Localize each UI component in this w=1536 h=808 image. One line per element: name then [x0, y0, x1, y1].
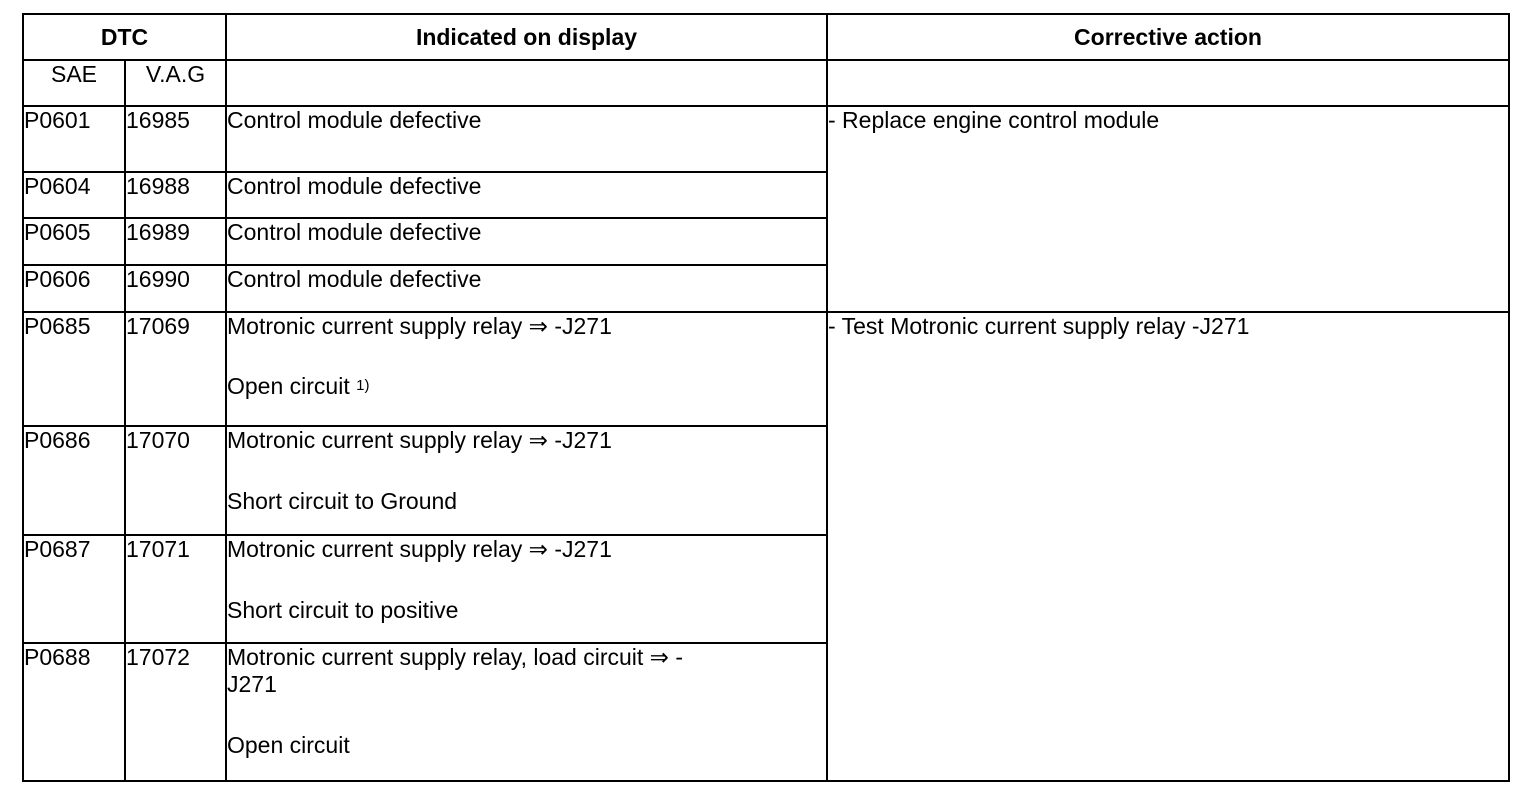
- condition-text: Short circuit to Ground: [227, 488, 458, 514]
- sae-code: P0685: [23, 312, 125, 426]
- vag-code: 17069: [125, 312, 226, 426]
- sae-code: P0606: [23, 265, 125, 312]
- display-text: Control module defective: [226, 106, 827, 172]
- display-cell: [226, 535, 827, 643]
- vag-code: 17071: [125, 535, 226, 643]
- condition-text: Open circuit: [227, 373, 350, 399]
- display-text: Motronic current supply relay, load circuit ⇒ -: [227, 644, 684, 670]
- display-cell: [226, 643, 827, 781]
- display-cell: [226, 426, 827, 535]
- display-text: Control module defective: [226, 172, 827, 218]
- display-text: Control module defective: [226, 265, 827, 312]
- subheader-sae: SAE: [23, 60, 125, 106]
- header-row: [23, 14, 1509, 60]
- subheader-empty: [226, 60, 827, 106]
- vag-code: 17072: [125, 643, 226, 781]
- condition-text: Open circuit: [227, 732, 350, 758]
- subheader-row: [23, 60, 1509, 106]
- sae-code: P0605: [23, 218, 125, 265]
- display-text: Motronic current supply relay ⇒ -J271: [227, 427, 612, 453]
- display-text-cont: J271: [227, 671, 277, 697]
- sae-code: P0688: [23, 643, 125, 781]
- corrective-action: - Test Motronic current supply relay -J271: [827, 312, 1509, 781]
- table-row: [23, 312, 1509, 426]
- header-corrective-action: Corrective action: [827, 14, 1509, 60]
- dtc-table: [22, 13, 1510, 782]
- header-dtc: DTC: [23, 14, 226, 60]
- display-text: Motronic current supply relay ⇒ -J271: [227, 313, 612, 339]
- display-condition: [227, 373, 826, 400]
- sae-code: P0604: [23, 172, 125, 218]
- vag-code: 17070: [125, 426, 226, 535]
- vag-code: 16989: [125, 218, 226, 265]
- display-text: Motronic current supply relay ⇒ -J271: [227, 536, 612, 562]
- subheader-vag: V.A.G: [125, 60, 226, 106]
- corrective-action: - Replace engine control module: [827, 106, 1509, 312]
- vag-code: 16988: [125, 172, 226, 218]
- header-indicated-on-display: Indicated on display: [226, 14, 827, 60]
- display-cell: [226, 312, 827, 426]
- vag-code: 16985: [125, 106, 226, 172]
- sae-code: P0687: [23, 535, 125, 643]
- subheader-empty: [827, 60, 1509, 106]
- display-text: Control module defective: [226, 218, 827, 265]
- sae-code: P0601: [23, 106, 125, 172]
- condition-text: Short circuit to positive: [227, 597, 459, 623]
- sae-code: P0686: [23, 426, 125, 535]
- footnote-marker: 1): [356, 377, 370, 394]
- table-row: [23, 106, 1509, 172]
- vag-code: 16990: [125, 265, 226, 312]
